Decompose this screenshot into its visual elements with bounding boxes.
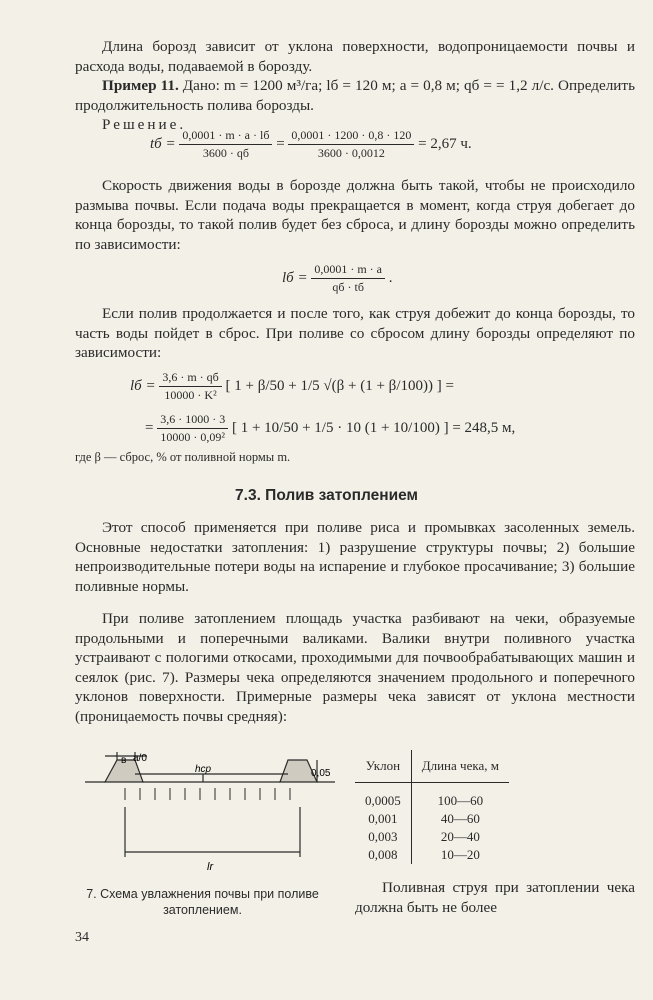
stream-paragraph: Поливная струя при затоплении чека должна быть не более [355,879,635,916]
intro-paragraph: Длина борозд зависит от уклона поверхности, водопроницаемости почвы и расхода воды, подаваемой в борозду. [75,38,635,75]
formula3-den: 10000 · K² [164,388,217,402]
formula-discharge-line2: = $\frac{3,6 \cdot 1000 \cdot 3}{\text{10000 · 0,09²}}$ [ 1 + 10/50 + 1/5 · 10 (1 + 10/100) ] = 248,5 м, [145,412,516,444]
formula2-lhs: lб = [282,269,308,286]
table-cell-length: 10—20 [411,846,509,864]
method-paragraph: Этот способ применяется при поливе риса и промывках засоленных земель. Основные недостатки затопления: 1) разрушение структуры почвы; 2) большие непроизводительные потери воды на испарение и глубокое просачивание; 3) большие поливные нормы. [75,519,635,595]
formula2-den: qб · tб [332,280,364,294]
label-a: a/0 [133,753,147,764]
formula2-fraction [311,262,385,295]
formula2-num: 0,0001 · m · a [311,262,385,279]
table-row [355,783,509,811]
flooding-scheme-figure [85,752,340,882]
formula3-line2-result: = 248,5 м, [452,419,516,436]
table-cell-length: 40—60 [411,810,509,828]
discharge-paragraph: Если полив продолжается и после того, как струя добежит до конца борозды, то часть воды пойдет в сброс. При поливе со сбросом длину борозды определяют по зависимости: [75,305,635,361]
formula1-result: = 2,67 ч. [418,135,472,152]
section-heading: 7.3. Полив затоплением [235,487,418,504]
formula-duration: tб = $\frac{0,0001 \cdot m \cdot a \cdot lб}{3600 \cdot qб}$ = $\frac{0,0001 \cdot 1200 \cdot 0,8 \cdot 120}{3600 \cdot 0,0012}$ = 2,67 ч. [150,128,472,160]
label-lr: lr [207,861,214,873]
checks-paragraph: При поливе затоплением площадь участка разбивают на чеки, образуемые продольными и поперечными валиками. Валики внутри поливного участка устраивают с пологими откосами, проходимыми для почвообрабатывающих машин и сеялок (рис. 7). Размеры чека определяются значением продольного и поперечного уклонов поверхности. Примерные размеры чека зависят от уклона местности (проницаемость почвы средняя): [75,610,635,725]
table-row [355,828,509,846]
formula-discharge-line1 [130,370,454,403]
example-paragraph [75,76,635,115]
label-b: в [121,755,127,766]
formula2-tail: . [388,269,393,286]
table-cell-slope: 0,0005 [365,793,401,808]
formula3-line2-bracket: [ 1 + 10/50 + 1/5 · 10 (1 + 10/100) ] [231,419,449,436]
label-005: 0,05 [311,768,331,779]
formula1-den2: 3600 · 0,0012 [317,146,385,160]
formula1-den1: 3600 · qб [202,146,249,160]
formula3-line2-num: 3,6 · 1000 · 3 [157,412,228,429]
table-row [355,810,509,828]
formula3-bracket: [ 1 + β/50 + 1/5 √(β + (1 + β/100)) ] = [225,377,454,394]
formula3-lhs: lб = [130,377,156,394]
table-row [355,846,509,864]
table-header-slope: Уклон [355,750,411,783]
table-cell-slope: 0,003 [368,829,398,844]
formula1-num1: 0,0001 · m · a · lб [179,128,272,145]
table-cell-slope: 0,008 [368,847,398,862]
speed-paragraph: Скорость движения воды в борозде должна быть такой, чтобы не происходило размыва почвы. Если подача воды прекращается в момент, когда струя добегает до конца борозды, то такой полив будет без сброса, и длину борозды можно определить по зависимости: [75,177,635,253]
formula3-line2-fraction [157,412,228,445]
formula1-fraction-symbolic [179,128,272,161]
table-cell-slope: 0,001 [368,811,398,826]
formula3-fraction [159,370,221,403]
beta-note: где β — сброс, % от поливной нормы m. [75,450,291,464]
table-cell-length: 100—60 [411,783,509,811]
seepage-arrows [125,788,290,800]
label-hcp: hср [195,764,212,775]
example-text: Дано: m = 1200 м³/га; lб = 120 м; a = 0,8 м; qб = = 1,2 л/с. Определить продолжительность полива борозды. [75,77,635,114]
table-cell-length: 20—40 [411,828,509,846]
formula1-fraction-numeric [288,128,414,161]
example-label: Пример 11. [102,77,179,94]
formula3-num: 3,6 · m · qб [159,370,221,387]
figure-caption: 7. Схема увлажнения почвы при поливе затоплением. [86,887,319,917]
formula1-lhs: tб = [150,135,176,152]
table-header-length: Длина чека, м [411,750,509,783]
formula-length [282,262,393,295]
formula1-num2: 0,0001 · 1200 · 0,8 · 120 [288,128,414,145]
slope-table [355,750,509,864]
page-number: 34 [75,930,89,945]
solution-label: Решение. [102,116,187,133]
formula3-line2-den: 10000 · 0,09² [160,430,226,444]
